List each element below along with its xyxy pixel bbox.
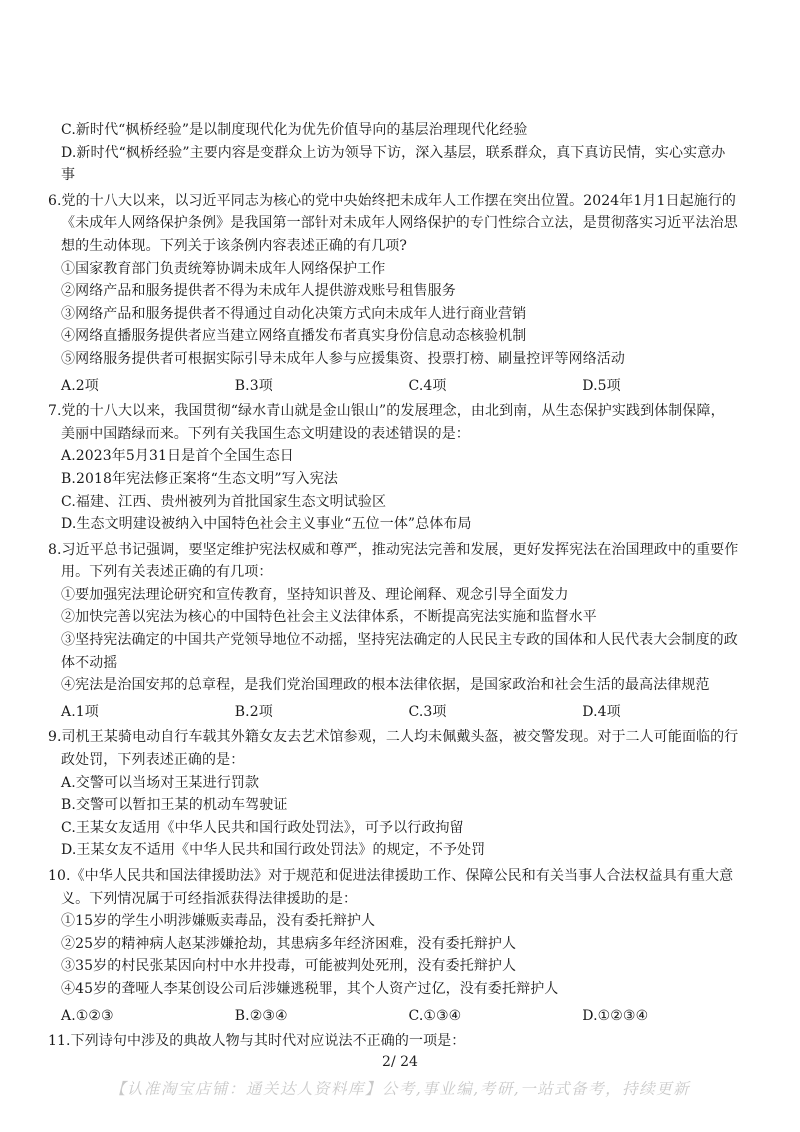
q7-option-c: C.福建、江西、贵州被列为首批国家生态文明试验区 (61, 493, 387, 510)
q6-options (48, 375, 756, 398)
q6-item-3: ③网络产品和服务提供者不得通过自动化决策方式向未成年人进行商业营销 (61, 305, 527, 322)
q8-option-c: C.3项 (408, 703, 447, 720)
page-number: 2/ 24 (382, 1054, 418, 1070)
watermark-text: 【认准淘宝店铺：通关达人资料库】公考,事业编,考研,一站式备考，持续更新 (109, 1080, 691, 1098)
q6-item-5: ⑤网络服务提供者可根据实际引导未成年人参与应援集资、投票打榜、刷量控评等网络活动 (61, 350, 625, 367)
q10-option-d: D.①②③④ (582, 1007, 649, 1024)
question-content (48, 119, 756, 1053)
q11-stem-line1: 11.下列诗句中涉及的典故人物与其时代对应说法不正确的一项是： (48, 1033, 466, 1050)
q6-stem-line2: 《未成年人网络保护条例》是我国第一部针对未成年人网络保护的专门性综合立法，是贯彻落实习近平法治思 (61, 215, 738, 232)
q5-option-c: C.新时代“枫桥经验”是以制度现代化为优先价值导向的基层治理现代化经验 (61, 122, 528, 138)
q9-option-b: B.交警可以暂扣王某的机动车驾驶证 (61, 797, 288, 814)
q8-options (48, 701, 756, 724)
q10-options (48, 1005, 756, 1028)
q6-option-d: D.5项 (582, 377, 621, 394)
q8-item-3-line2: 体不动摇 (61, 654, 118, 671)
q8-item-4: ④宪法是治国安邦的总章程，是我们党治国理政的根本法律依据，是国家政治和社会生活的最高法律规范 (61, 677, 710, 694)
q9-option-d: D.王某女友不适用《中华人民共和国行政处罚法》的规定，不予处罚 (61, 842, 486, 859)
q5-option-d-line2: 事 (61, 167, 76, 184)
q6-stem-line3: 想的生动体现。下列关于该条例内容表述正确的有几项? (61, 237, 408, 254)
q8-option-d: D.4项 (582, 703, 621, 720)
q9-option-a: A.交警可以当场对王某进行罚款 (61, 774, 260, 791)
q6-item-1: ①国家教育部门负责统筹协调未成年人网络保护工作 (61, 260, 386, 277)
q10-item-1: ①15岁的学生小明涉嫌贩卖毒品，没有委托辩护人 (61, 913, 376, 930)
q6-option-c: C.4项 (408, 377, 447, 394)
q6-option-b: B.3项 (234, 377, 273, 394)
q7-option-d: D.生态文明建设被纳入中国特色社会主义事业“五位一体”总体布局 (61, 516, 472, 533)
q8-item-3-line1: ③坚持宪法确定的中国共产党领导地位不动摇，坚持宪法确定的人民民主专政的国体和人民代表大会制度的政 (61, 632, 738, 649)
q9-stem-line1: 9.司机王某骑电动自行车载其外籍女友去艺术馆参观，二人均未佩戴头盔，被交警发现。对于二人可能面临的行 (48, 729, 739, 746)
q10-item-3: ③35岁的村民张某因向村中水井投毒，可能被判处死刑，没有委托辩护人 (61, 958, 517, 975)
q7-option-b: B.2018年宪法修正案将“生态文明”写入宪法 (61, 470, 338, 487)
q10-option-c: C.①③④ (408, 1007, 462, 1024)
q10-stem-line2: 义。下列情况属于可经指派获得法律援助的是： (61, 890, 358, 907)
q8-option-a: A.1项 (61, 703, 99, 720)
q6-stem-line1: 6.党的十八大以来，以习近平同志为核心的党中央始终把未成年人工作摆在突出位置。2024年1月1日起施行的 (48, 192, 736, 209)
q9-stem-line2: 政处罚，下列表述正确的是： (61, 752, 245, 769)
q7-stem-line2: 美丽中国踏绿而来。下列有关我国生态文明建设的表述错误的是： (61, 425, 470, 442)
q10-option-b: B.②③④ (234, 1007, 288, 1024)
q10-stem-line1: 10.《中华人民共和国法律援助法》对于规范和促进法律援助工作、保障公民和有关当事人合法权益具有重大意 (48, 868, 734, 884)
q7-stem-line1: 7.党的十八大以来，我国贯彻“绿水青山就是金山银山”的发展理念，由北到南，从生态保护实践到体制保障， (48, 403, 725, 420)
q10-item-4: ④45岁的聋哑人李某创设公司后涉嫌逃税罪，其个人资产过亿，没有委托辩护人 (61, 980, 559, 997)
q6-item-4: ④网络直播服务提供者应当建立网络直播发布者真实身份信息动态核验机制 (61, 328, 527, 345)
q10-item-2: ②25岁的精神病人赵某涉嫌抢劫，其患病多年经济困难，没有委托辩护人 (61, 935, 517, 952)
q7-option-a: A.2023年5月31日是首个全国生态日 (61, 448, 294, 465)
q10-option-a: A.①②③ (61, 1007, 114, 1024)
q6-item-2: ②网络产品和服务提供者不得为未成年人提供游戏账号租售服务 (61, 283, 456, 300)
q8-option-b: B.2项 (234, 703, 273, 720)
q8-item-1: ①要加强宪法理论研究和宣传教育，坚持知识普及、理论阐释、观念引导全面发力 (61, 586, 569, 603)
q8-stem-line2: 用。下列有关表述正确的有几项： (61, 564, 273, 581)
q9-option-c: C.王某女友适用《中华人民共和国行政处罚法》，可予以行政拘留 (61, 819, 464, 836)
q5-option-d-line1: D.新时代“枫桥经验”主要内容是变群众上访为领导下访，深入基层，联系群众，真下真访民情，实心实意办 (61, 144, 726, 161)
q6-option-a: A.2项 (61, 377, 99, 394)
q8-stem-line1: 8.习近平总书记强调，要坚定维护宪法权威和尊严，推动宪法完善和发展，更好发挥宪法在治国理政中的重要作 (48, 541, 739, 558)
q8-item-2: ②加快完善以宪法为核心的中国特色社会主义法律体系，不断提高宪法实施和监督水平 (61, 609, 597, 626)
